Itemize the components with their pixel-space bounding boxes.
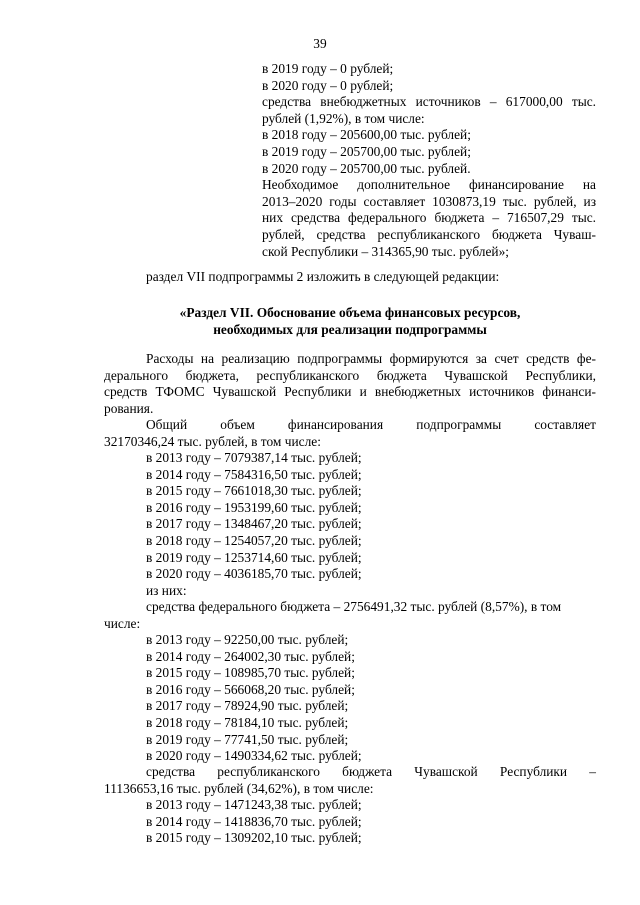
list-item: в 2015 году – 1309202,10 тыс. рублей; [146, 830, 362, 846]
text-line: средств ТФОМС Чувашской Республики и внебюджетных источников финанси- [104, 384, 596, 400]
list-item: в 2015 году – 108985,70 тыс. рублей; [146, 665, 355, 681]
total-years-list [146, 450, 362, 599]
text-line: Необходимое дополнительное финансирование на [262, 177, 596, 193]
federal-paragraph [104, 599, 596, 632]
text-line: Расходы на реализацию подпрограммы формируются за счет средств фе- [146, 351, 596, 366]
republic-paragraph [104, 764, 596, 797]
text-line: 11136653,16 тыс. рублей (34,62%), в том числе: [104, 780, 374, 796]
federal-years-list [146, 632, 362, 765]
of-them-label: из них: [146, 582, 187, 598]
text-line: них средства федерального бюджета – 716507,29 тыс. [262, 210, 596, 226]
list-item: в 2014 году – 264002,30 тыс. рублей; [146, 648, 355, 664]
list-item: в 2019 году – 1253714,60 тыс. рублей; [146, 549, 362, 565]
text-line: средства республиканского бюджета Чувашской Республики – [146, 764, 596, 779]
instruction-line: раздел VII подпрограммы 2 изложить в следующей редакции: [146, 269, 500, 284]
text-line: Общий объем финансирования подпрограммы составляет [146, 417, 596, 432]
text-line: в 2020 году – 205700,00 тыс. рублей. [262, 160, 471, 176]
list-item: в 2020 году – 1490334,62 тыс. рублей; [146, 748, 362, 764]
section-heading [104, 305, 596, 338]
list-item: в 2016 году – 566068,20 тыс. рублей; [146, 681, 355, 697]
list-item: в 2020 году – 4036185,70 тыс. рублей; [146, 566, 362, 582]
text-line: рублей, средства республиканского бюджета Чуваш- [262, 226, 596, 242]
text-line: рования. [104, 400, 154, 416]
text-line: ской Республики – 314365,90 тыс. рублей»; [262, 243, 510, 259]
total-paragraph [104, 417, 596, 450]
list-item: в 2014 году – 1418836,70 тыс. рублей; [146, 813, 362, 829]
heading-line: «Раздел VII. Обоснование объема финансовых ресурсов, [179, 305, 521, 320]
text-line: 2013–2020 годы составляет 1030873,19 тыс. рублей, из [262, 193, 596, 209]
list-item: в 2016 году – 1953199,60 тыс. рублей; [146, 499, 362, 515]
top-continuation-block [262, 61, 596, 260]
republic-years-list [146, 797, 362, 847]
intro-paragraph [104, 351, 596, 417]
list-item: в 2014 году – 7584316,50 тыс. рублей; [146, 466, 362, 482]
text-line: дерального бюджета, республиканского бюджета Чувашской Республики, [104, 367, 596, 383]
text-line: в 2020 году – 0 рублей; [262, 77, 394, 93]
list-item: в 2017 году – 1348467,20 тыс. рублей; [146, 516, 362, 532]
heading-line: необходимых для реализации подпрограммы [213, 321, 487, 337]
text-line: средства внебюджетных источников – 617000,00 тыс. [262, 94, 596, 110]
list-item: в 2013 году – 7079387,14 тыс. рублей; [146, 450, 362, 465]
list-item: в 2015 году – 7661018,30 тыс. рублей; [146, 483, 362, 499]
text-line: 32170346,24 тыс. рублей, в том числе: [104, 433, 321, 449]
list-item: в 2013 году – 1471243,38 тыс. рублей; [146, 797, 362, 812]
text-line: средства федерального бюджета – 2756491,32 тыс. рублей (8,57%), в том [146, 599, 562, 614]
text-line: числе: [104, 615, 141, 631]
text-line: в 2019 году – 0 рублей; [262, 61, 394, 76]
list-item: в 2013 году – 92250,00 тыс. рублей; [146, 632, 349, 647]
text-line: в 2019 году – 205700,00 тыс. рублей; [262, 143, 471, 159]
list-item: в 2019 году – 77741,50 тыс. рублей; [146, 731, 349, 747]
text-line: рублей (1,92%), в том числе: [262, 110, 425, 126]
page-number: 39 [313, 36, 327, 51]
list-item: в 2018 году – 78184,10 тыс. рублей; [146, 714, 349, 730]
list-item: в 2018 году – 1254057,20 тыс. рублей; [146, 532, 362, 548]
text-line: в 2018 году – 205600,00 тыс. рублей; [262, 127, 471, 143]
list-item: в 2017 году – 78924,90 тыс. рублей; [146, 698, 349, 714]
